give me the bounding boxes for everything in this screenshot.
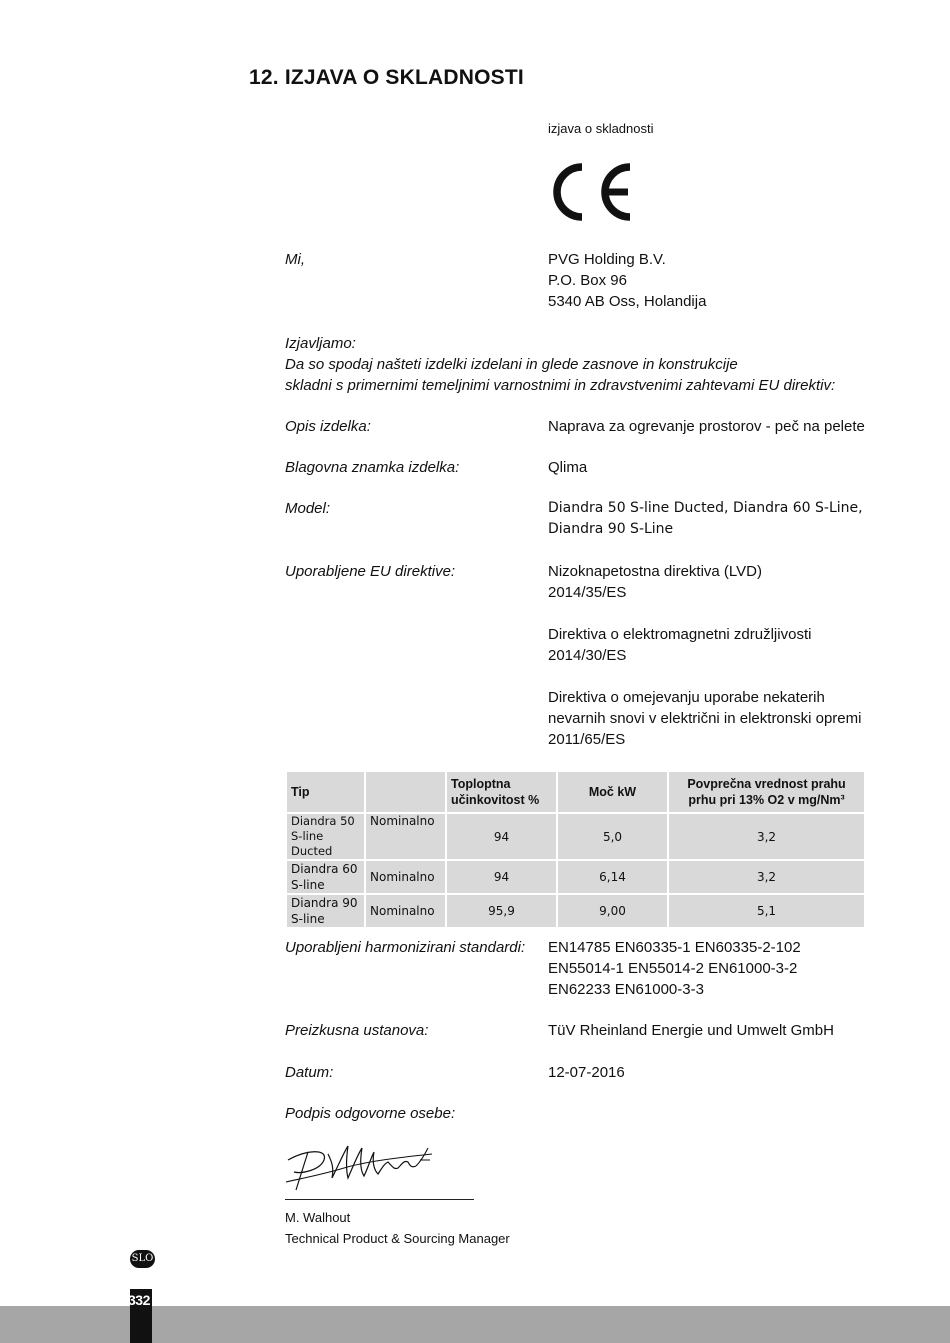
standards-line: EN55014-1 EN55014-2 EN61000-3-2 [548, 960, 798, 977]
handwritten-signature [284, 1138, 436, 1196]
model-label: Model: [285, 500, 331, 517]
directive-line: 2014/30/ES [548, 647, 627, 664]
company-address [548, 249, 706, 312]
company-name: PVG Holding B.V. [548, 251, 666, 268]
dust-cell: 3,2 [668, 860, 865, 894]
directive-line: Direktiva o elektromagnetni združljivosti [548, 626, 812, 643]
directive-line: Nizoknapetostna direktiva (LVD) [548, 563, 762, 580]
directive-line: Direktiva o omejevanju uporabe nekaterih [548, 689, 825, 706]
signatory-title: Technical Product & Sourcing Manager [285, 1231, 510, 1246]
date-value: 12-07-2016 [548, 1064, 625, 1081]
mode-cell: Nominalno [365, 860, 446, 894]
table-row [286, 813, 865, 860]
efficiency-cell: 95,9 [446, 894, 557, 928]
header-cell: Povprečna vrednost prahu prhu pri 13% O2 v mg/Nm³ [668, 771, 865, 813]
header-cell: Toploptna učinkovitost % [446, 771, 557, 813]
we-label: Mi, [285, 251, 305, 268]
dust-cell: 5,1 [668, 894, 865, 928]
type-cell: Diandra 60 S-line [286, 860, 365, 894]
power-cell: 5,0 [557, 813, 668, 860]
directives-value [548, 561, 861, 750]
language-badge: SLO [130, 1250, 155, 1268]
product-desc-value: Naprava za ogrevanje prostorov - peč na pelete [548, 418, 865, 435]
mode-cell: Nominalno [365, 894, 446, 928]
directive-line: 2011/65/ES [548, 731, 626, 748]
signature-line [285, 1199, 474, 1200]
spec-table [285, 770, 866, 929]
signature-label: Podpis odgovorne osebe: [285, 1105, 456, 1122]
model-line: Diandra 90 S-Line [548, 521, 674, 537]
efficiency-cell: 94 [446, 860, 557, 894]
directive-line: 2014/35/ES [548, 584, 627, 601]
header-cell [365, 771, 446, 813]
header-cell: Moč kW [557, 771, 668, 813]
declaration-line: Izjavljamo: [285, 335, 356, 352]
company-city: 5340 AB Oss, Holandija [548, 293, 707, 310]
product-desc-label: Opis izdelka: [285, 418, 371, 435]
table-row [286, 894, 865, 928]
company-pobox: P.O. Box 96 [548, 272, 627, 289]
power-cell: 9,00 [557, 894, 668, 928]
type-cell: Diandra 90 S-line [286, 894, 365, 928]
page-number: 332 [128, 1292, 150, 1308]
declaration-line: skladni s primernimi temeljnimi varnostnimi in zdravstvenimi zahtevami EU direktiv: [285, 377, 836, 394]
model-line: Diandra 50 S-line Ducted, Diandra 60 S-Line, [548, 500, 863, 516]
declaration-text [285, 333, 835, 396]
mode-cell: Nominalno [365, 813, 446, 860]
directive-line: nevarnih snovi v električni in elektronski opremi [548, 710, 862, 727]
test-lab-label: Preizkusna ustanova: [285, 1022, 429, 1039]
power-cell: 6,14 [557, 860, 668, 894]
directives-label: Uporabljene EU direktive: [285, 563, 456, 580]
table-row [286, 860, 865, 894]
ce-mark-icon [546, 160, 636, 224]
page-title: 12. IZJAVA O SKLADNOSTI [249, 66, 524, 89]
signatory-name: M. Walhout [285, 1210, 351, 1225]
header-cell: Tip [286, 771, 365, 813]
efficiency-cell: 94 [446, 813, 557, 860]
standards-line: EN14785 EN60335-1 EN60335-2-102 [548, 939, 801, 956]
standards-value [548, 937, 801, 1000]
brand-value: Qlima [548, 459, 588, 476]
standards-label: Uporabljeni harmonizirani standardi: [285, 939, 526, 956]
test-lab-value: TüV Rheinland Energie und Umwelt GmbH [548, 1022, 834, 1039]
brand-label: Blagovna znamka izdelka: [285, 459, 460, 476]
type-cell: Diandra 50 S-line Ducted [286, 813, 365, 860]
model-value [548, 498, 863, 540]
declaration-line: Da so spodaj našteti izdelki izdelani in glede zasnove in konstrukcije [285, 356, 738, 373]
standards-line: EN62233 EN61000-3-3 [548, 981, 704, 998]
dust-cell: 3,2 [668, 813, 865, 860]
date-label: Datum: [285, 1064, 334, 1081]
doc-subtitle: izjava o skladnosti [548, 121, 654, 136]
table-header-row [286, 771, 865, 813]
